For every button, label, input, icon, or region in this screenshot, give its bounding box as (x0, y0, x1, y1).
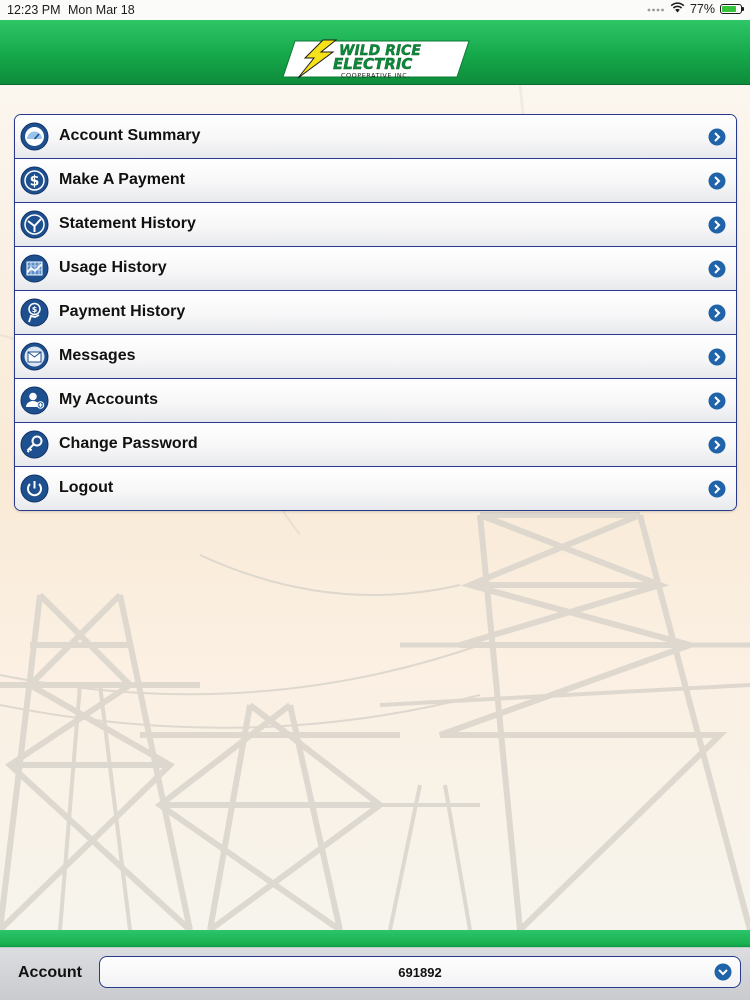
key-icon (20, 430, 49, 459)
wifi-icon (670, 2, 685, 16)
payment-hand-icon (20, 298, 49, 327)
status-date: Mon Mar 18 (68, 3, 135, 17)
logo-line2: ELECTRIC (333, 55, 413, 73)
chevron-right-icon (708, 172, 726, 190)
menu-label: Make A Payment (59, 171, 185, 188)
menu-label: Statement History (59, 215, 196, 232)
gauge-icon (20, 122, 49, 151)
battery-icon (720, 4, 742, 14)
menu-item-make-a-payment[interactable] (15, 159, 736, 203)
chevron-right-icon (708, 348, 726, 366)
chevron-down-icon (714, 963, 732, 981)
account-select[interactable] (99, 956, 741, 988)
account-number: 691892 (398, 965, 442, 980)
cellular-dots-icon (647, 2, 665, 16)
chevron-right-icon (708, 392, 726, 410)
menu-label: Messages (59, 347, 136, 364)
dollar-icon (20, 166, 49, 195)
menu-item-account-summary[interactable] (15, 115, 736, 159)
chevron-right-icon (708, 128, 726, 146)
chart-icon (20, 254, 49, 283)
menu-label: Account Summary (59, 127, 201, 144)
menu-label: Logout (59, 479, 114, 496)
menu-item-logout[interactable] (15, 467, 736, 510)
chevron-right-icon (708, 480, 726, 498)
chevron-right-icon (708, 216, 726, 234)
power-icon (20, 474, 49, 503)
status-bar (0, 0, 750, 20)
menu-label: My Accounts (59, 391, 158, 408)
menu-item-payment-history[interactable] (15, 291, 736, 335)
status-indicators (647, 2, 742, 16)
battery-percent: 77% (689, 2, 715, 16)
main-menu (14, 114, 737, 511)
menu-item-change-password[interactable] (15, 423, 736, 467)
logo-line1: WILD RICE (339, 43, 421, 59)
user-add-icon (20, 386, 49, 415)
chevron-right-icon (708, 304, 726, 322)
logo-line3: COOPERATIVE INC. (341, 71, 410, 80)
document-icon (20, 210, 49, 239)
menu-label: Change Password (59, 435, 198, 452)
menu-item-my-accounts[interactable] (15, 379, 736, 423)
menu-item-statement-history[interactable] (15, 203, 736, 247)
menu-label: Payment History (59, 303, 186, 320)
svg-text:$: $ (31, 305, 38, 314)
chevron-right-icon (708, 260, 726, 278)
svg-text:$: $ (29, 173, 40, 190)
chevron-right-icon (708, 436, 726, 454)
menu-item-usage-history[interactable] (15, 247, 736, 291)
envelope-icon (20, 342, 49, 371)
menu-item-messages[interactable] (15, 335, 736, 379)
wild-rice-electric-logo (281, 38, 471, 80)
account-label: Account (18, 964, 82, 981)
status-time: 12:23 PM (7, 3, 61, 17)
menu-label: Usage History (59, 259, 167, 276)
